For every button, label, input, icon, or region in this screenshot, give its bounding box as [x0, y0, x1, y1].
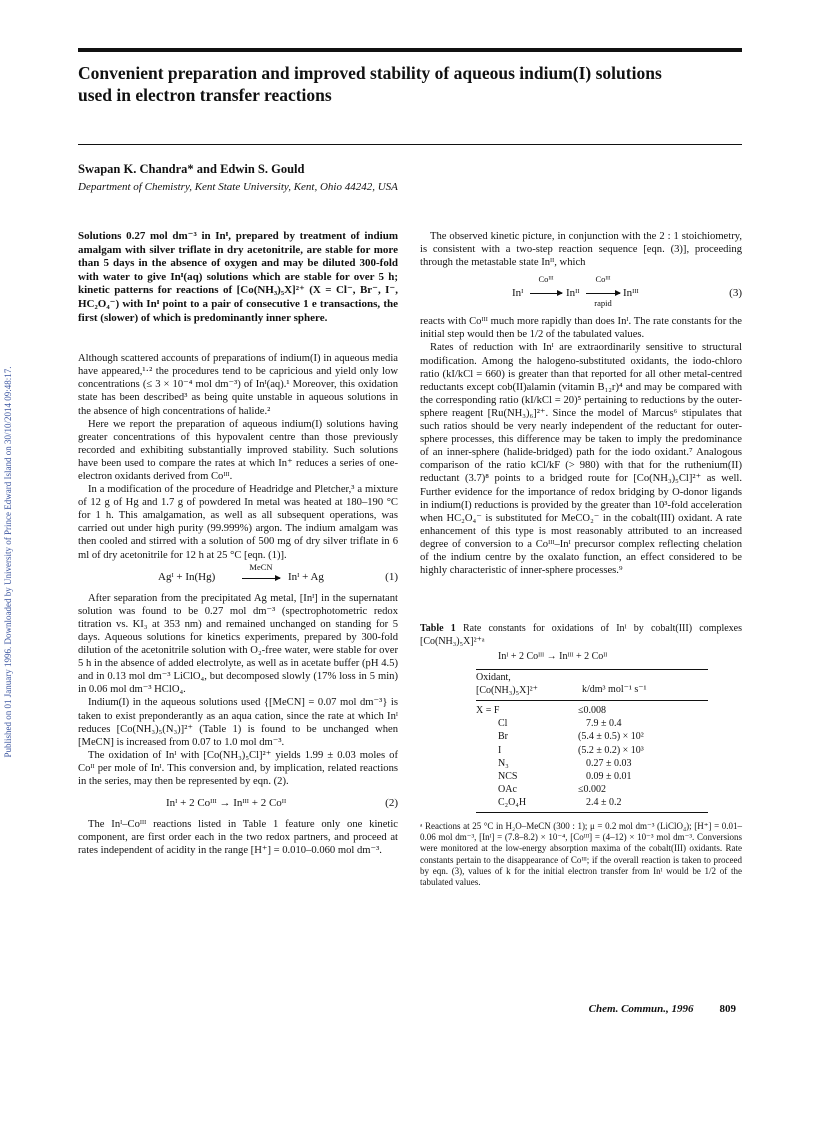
- page-footer: [589, 1003, 736, 1015]
- table-row: [476, 796, 644, 809]
- eqn3-label-rapid: rapid: [594, 298, 612, 309]
- eqn3-in1: Inᴵ: [512, 287, 524, 300]
- title-line-2: used in electron transfer reactions: [78, 85, 332, 105]
- table-header-oxidant: Oxidant, [Co(NH₃)₅X]²⁺: [476, 672, 538, 696]
- table-cell-x: I: [498, 744, 502, 756]
- affiliation: Department of Chemistry, Kent State University, Kent, Ohio 44242, USA: [78, 181, 398, 193]
- table-header: [476, 670, 708, 698]
- eqn1-number: (1): [385, 570, 398, 583]
- table-label: Table 1: [420, 623, 456, 635]
- left-column: [78, 230, 398, 857]
- paragraph: In a modification of the procedure of Headridge and Pletcher,³ a mixture of 12 g of Hg and 1.7 g of powdered In metal was heated at 180–190 °C for 1 h. This amalgamation, as well as all subsequent operations, was carried out under high purity (99.999%) argon. The indium amalgam was then cooled and stirred with a solution of 500 mg of dry silver triflate in 6 ml of dry acetonitrile for 12 h at 25 °C [eqn. (1)].: [78, 484, 398, 561]
- table-row: [476, 783, 644, 796]
- table-caption-text: Rate constants for oxidations of Inᴵ by cobalt(III) complexes [Co(NH₃)₅X]²⁺ᵃ: [420, 623, 743, 647]
- equation-1: [78, 562, 398, 592]
- table-mid-rule: [476, 700, 708, 701]
- table-cell-x: NCS: [498, 770, 518, 782]
- paragraph: Although scattered accounts of preparations of indium(I) in aqueous media have appeared,¹·² the procedures tend to be capricious and yield only low concentrations (≤ 3 × 10⁻⁴ mol dm⁻³) of Inᴵ(aq).¹ Moreover, this oxidation state has been described³ as being quite unstable in aqueous solutions in the absence of high concentrations of halide.²: [78, 353, 398, 417]
- abstract: Solutions 0.27 mol dm⁻³ in Inᴵ, prepared by treatment of indium amalgam with silver triflate in dry acetonitrile, are stable for more than 5 days in the absence of oxygen and may be diluted 300-fold with water to give Inᴵ(aq) solutions which are stable for over 5 h; kinetic patterns for reactions of [Co(NH₃)₅X]²⁺ (X = Cl⁻, Br⁻, I⁻, HC₂O₄⁻) with Inᴵ point to a pair of consecutive 1 e transactions, the first (slower) of which is predominantly inner sphere.: [78, 230, 398, 324]
- table-bottom-rule: [476, 812, 708, 813]
- paragraph: Rates of reduction with Inᴵ are extraordinarily sensitive to structural modification. Among the halogeno-substituted oxidants, the iodo-chloro ratio (kI/kCl = 660) is greater than that reported for all other metal-centred reductants except cob(II)alamin (vitamin B₁₂r)⁴ and may be compared with the corresponding ratio (kI/kCl = 20)⁵ pertaining to reductions by the outer-sphere reagent [Ru(NH₃)₆]²⁺. Since the model of Marcus⁶ stipulates that such ratios should be very nearly independent of the reductant for outer-sphere processes, this difference may be taken to imply the predominance of an inner-sphere (halide-bridged) path for the iodo oxidant.⁷ Analogous comparison of the ratio kCl/kF (> 980) with that for the ruthenium(II) reductant (3.7)⁸ points to a bridged route for [Co(NH₃)₅Cl]²⁺ as well. Further evidence for the importance of redox bridging by O-donor ligands in indium(I) reductions is provided by the greater than 10³-fold acceleration when HC₂O₄⁻ is substituted for MeCO₂⁻ in the cobalt(III) oxidant. A rate enhancement of this type is most reasonably attributed to an increased degree of conversion to a Coᴵᴵᴵ–Inᴵ precursor complex reflecting chelation of the indium centre by the oxalato function, an effect considered to be highly characteristic of inner-sphere processes.⁹: [420, 342, 742, 577]
- eqn1-lhs: Agᴵ + In(Hg): [158, 570, 216, 583]
- publication-sidebar: Published on 01 January 1996. Downloaded by University of Prince Edward Island on 30/10/2014 09:48:17.: [3, 366, 13, 758]
- authors: Swapan K. Chandra* and Edwin S. Gould: [78, 162, 305, 176]
- right-column: [420, 230, 742, 888]
- table-cell-x: Br: [498, 731, 508, 743]
- table-cell-k: 7.9 ± 0.4: [586, 718, 622, 730]
- eqn3-number: (3): [729, 287, 742, 300]
- table-1: [420, 623, 742, 888]
- paragraph: After separation from the precipitated Ag metal, [Inᴵ] in the supernatant solution was found to be 0.27 mol dm⁻³ (spectrophotometric redox titration vs. KI₃ at 353 nm) and remained unchanged on standing for 5 days. Aqueous solutions for kinetics experiments, prepared by 300-fold dilution of the acetonitrile solution with O₂-free water, were stable for over 5 h in the absence of added electrolyte, as well as in acetate buffer (pH 4.5) and in 0.13 mol dm⁻³ LiClO₄, but decomposed slowly (17% loss in 5 min) in 0.06 mol dm⁻³ HClO₄.: [78, 592, 398, 696]
- rate-table: [476, 704, 644, 809]
- table-cell-x: C₂O₄H: [498, 796, 527, 808]
- eqn1-arrow-label: MeCN: [249, 561, 273, 572]
- eqn2-number: (2): [385, 797, 398, 810]
- eqn2-text: Inᴵ + 2 Coᴵᴵᴵ → Inᴵᴵᴵ + 2 Coᴵᴵ: [166, 797, 287, 810]
- eqn1-rhs: Inᴵ + Ag: [288, 570, 324, 583]
- table-footnote: ᵃ Reactions at 25 °C in H₂O–MeCN (300 : 1); μ = 0.2 mol dm⁻³ (LiClO₄); [H⁺] = 0.01–0.06 mol dm⁻³, [Inᴵ] = (7.8–8.2) × 10⁻⁴, [Coᴵᴵᴵ] = (4–12) × 10⁻³ mol dm⁻³. Conversions were monitored at the low-energy absorption maxima of the cobalt(III) oxidants. Rate constants pertain to the disappearance of Coᴵᴵᴵ; if the overall reaction is taken to proceed by eqn. (3), values of k for the initial electron transfer from Inᴵ would be 1/2 of the tabulated values.: [420, 821, 742, 888]
- table-row: [476, 730, 644, 743]
- equation-3: [420, 269, 742, 315]
- table-cell-x: X = F: [476, 705, 500, 717]
- reaction-arrow-icon: [242, 578, 280, 579]
- journal-citation: Chem. Commun., 1996: [588, 1003, 694, 1015]
- article-title: [78, 62, 758, 106]
- table-cell-k: ≤0.002: [578, 783, 606, 795]
- eqn3-label-1: Coᴵᴵᴵ: [538, 274, 554, 285]
- reaction-arrow-icon: [586, 293, 620, 294]
- table-row: [476, 757, 644, 770]
- table-header-k: k/dm³ mol⁻¹ s⁻¹: [582, 684, 647, 696]
- table-cell-x: Cl: [498, 718, 508, 730]
- table-row: [476, 704, 644, 717]
- table-cell-k: ≤0.008: [578, 705, 606, 717]
- table-cell-k: (5.4 ± 0.5) × 10²: [578, 731, 644, 743]
- paragraph: Indium(I) in the aqueous solutions used {[MeCN] = 0.07 mol dm⁻³} is taken to exist preponderantly as an aqua cation, since the rate at which Inᴵ reduces [Co(NH₃)₅(N₃)]²⁺ (Table 1) is found to be unchanged when [MeCN] is increased from 0.07 to 1.0 mol dm⁻³.: [78, 697, 398, 748]
- page-number: 809: [719, 1003, 736, 1015]
- eqn3-in2: Inᴵᴵ: [566, 287, 580, 300]
- table-cell-x: OAc: [498, 783, 517, 795]
- paragraph: Here we report the preparation of aqueous indium(I) solutions having greater concentrations of this hypovalent centre than those previously recorded and exhibiting substantially improved stability. Such solutions have been used to compare the rates at which In⁺ reduces a series of one-electron oxidants derived from Coᴵᴵᴵ.: [78, 418, 398, 482]
- table-row: [476, 717, 644, 730]
- paragraph: reacts with Coᴵᴵᴵ much more rapidly than does Inᴵ. The rate constants for the initial step would then be 1/2 of the tabulated values.: [420, 316, 742, 341]
- top-rule: [78, 48, 742, 52]
- table-cell-k: 0.09 ± 0.01: [586, 770, 632, 782]
- equation-2: [78, 788, 398, 818]
- paragraph: The oxidation of Inᴵ with [Co(NH₃)₅Cl]²⁺ yields 1.99 ± 0.03 moles of Coᴵᴵ per mole of Inᴵ. This conversion and, by implication, related reactions in the series, may then be represented by eqn. (2).: [78, 749, 398, 787]
- table-cell-k: 0.27 ± 0.03: [586, 757, 632, 769]
- reaction-arrow-icon: [530, 293, 562, 294]
- title-divider: [78, 144, 742, 145]
- table-cell-x: N₃: [498, 757, 509, 769]
- table-row: [476, 744, 644, 757]
- eqn3-in3: Inᴵᴵᴵ: [623, 287, 639, 300]
- eqn3-label-2: Coᴵᴵᴵ: [595, 274, 611, 285]
- paragraph: The Inᴵ–Coᴵᴵᴵ reactions listed in Table 1 feature only one kinetic component, are first order each in the two redox partners, and proceed at rates independent of acidity in the range [H⁺] = 0.010–0.060 mol dm⁻³.: [78, 819, 398, 857]
- table-reaction: Inᴵ + 2 Coᴵᴵᴵ → Inᴵᴵᴵ + 2 Coᴵᴵ: [498, 651, 608, 663]
- table-cell-k: (5.2 ± 0.2) × 10³: [578, 744, 644, 756]
- table-row: [476, 770, 644, 783]
- paragraph: The observed kinetic picture, in conjunction with the 2 : 1 stoichiometry, is consistent with a two-step reaction sequence [eqn. (3)], proceeding through the metastable state Inᴵᴵ, which: [420, 231, 742, 269]
- table-cell-k: 2.4 ± 0.2: [586, 796, 622, 808]
- table-caption: [420, 623, 742, 648]
- title-line-1: Convenient preparation and improved stability of aqueous indium(I) solutions: [78, 63, 662, 83]
